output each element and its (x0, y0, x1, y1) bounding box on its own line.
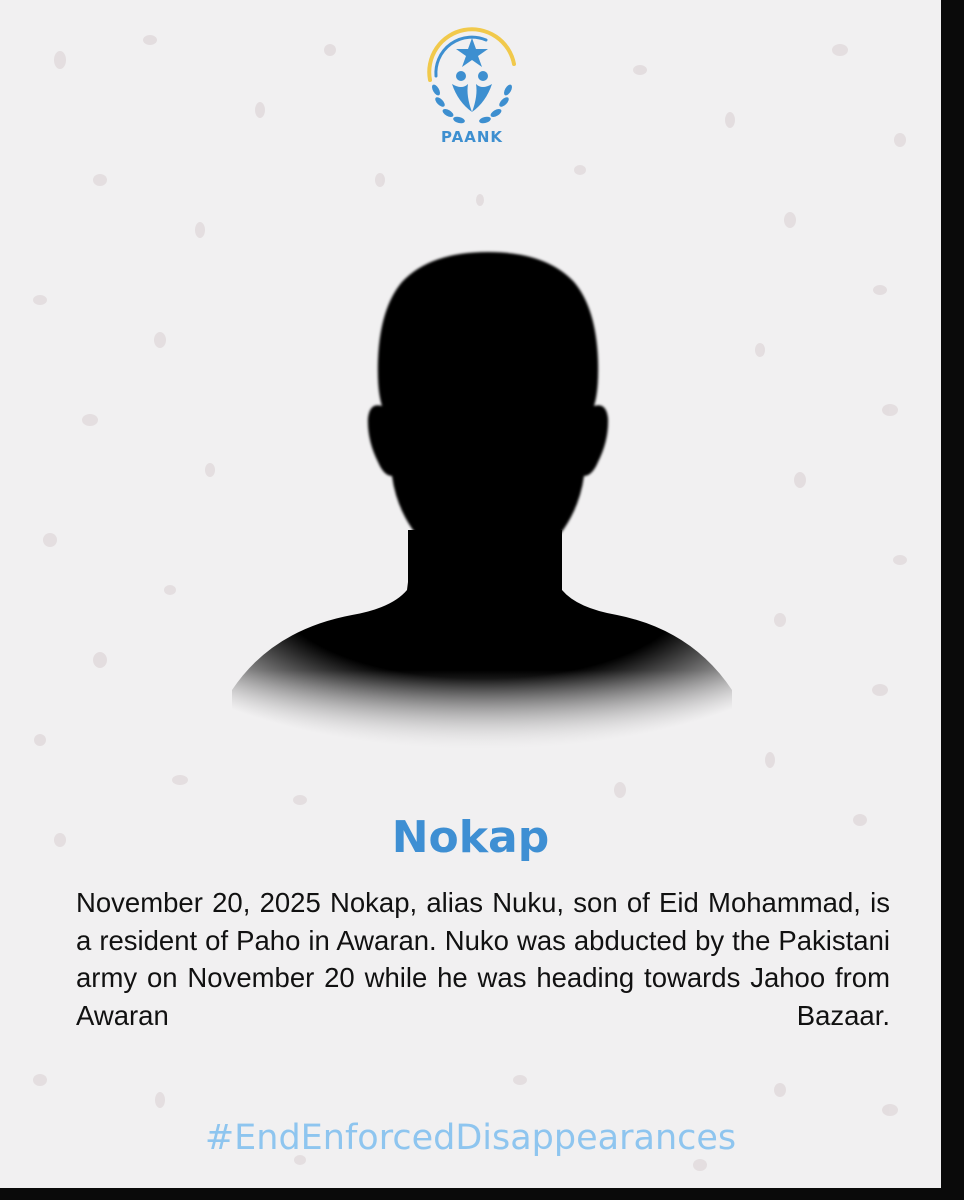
person-silhouette-icon (232, 230, 732, 760)
hashtag: #EndEnforcedDisappearances (204, 1118, 737, 1158)
paank-logo (416, 22, 528, 150)
paank-emblem-icon (416, 22, 528, 130)
description-text: November 20, 2025 Nokap, alias Nuku, son of Eid Mohammad, is a resident of Paho in Awaran. Nuko was abducted by the Pakistani army on November 20 while he was heading towards Jahoo from Awaran Bazaar. (76, 887, 890, 1031)
bottom-border (0, 1188, 964, 1200)
person-name: Nokap (391, 812, 550, 863)
logo-text: PAANK (440, 128, 503, 146)
right-border (941, 0, 964, 1200)
